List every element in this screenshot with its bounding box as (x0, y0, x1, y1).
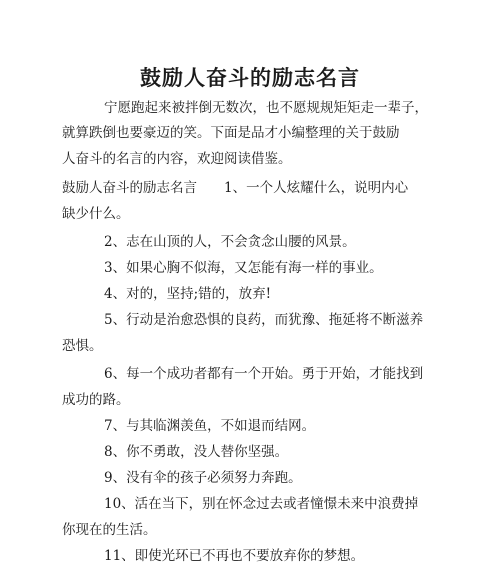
quote-6-line-1: 6、每一个成功者都有一个开始。勇于开始，才能找到 (104, 366, 424, 382)
intro-line-2: 就算跌倒也要豪迈的笑。下面是品才小编整理的关于鼓励 (62, 125, 400, 141)
quote-1-line-1: 鼓励人奋斗的励志名言 1、一个人炫耀什么，说明内心 (62, 180, 409, 196)
quote-9: 9、没有伞的孩子必须努力奔跑。 (104, 470, 302, 486)
intro-line-1: 宁愿跑起来被拌倒无数次，也不愿规规矩矩走一辈子， (104, 100, 428, 116)
quote-2: 2、志在山顶的人，不会贪念山腰的风景。 (104, 234, 356, 250)
quote-5-line-2: 恐惧。 (62, 338, 103, 354)
quote-6-line-2: 成功的路。 (62, 392, 130, 408)
quote-10-line-2: 你现在的生活。 (62, 522, 157, 538)
intro-line-3: 人奋斗的名言的内容，欢迎阅读借鉴。 (62, 151, 292, 167)
quote-5-line-1: 5、行动是治愈恐惧的良药，而犹豫、拖延将不断滋养 (104, 312, 424, 328)
quote-8: 8、你不勇敢，没人替你坚强。 (104, 444, 289, 460)
quote-4: 4、对的，坚持;错的，放弃! (104, 286, 272, 302)
document-title: 鼓励人奋斗的励志名言 (140, 65, 360, 90)
quote-3: 3、如果心胸不似海，又怎能有海一样的事业。 (104, 260, 383, 276)
quote-1-line-2: 缺少什么。 (62, 206, 130, 222)
quote-10-line-1: 10、活在当下，别在怀念过去或者憧憬未来中浪费掉 (104, 496, 419, 512)
quote-7: 7、与其临渊羡鱼，不如退而结网。 (104, 418, 316, 434)
quote-11: 11、即使光环已不再也不要放弃你的梦想。 (104, 548, 365, 564)
